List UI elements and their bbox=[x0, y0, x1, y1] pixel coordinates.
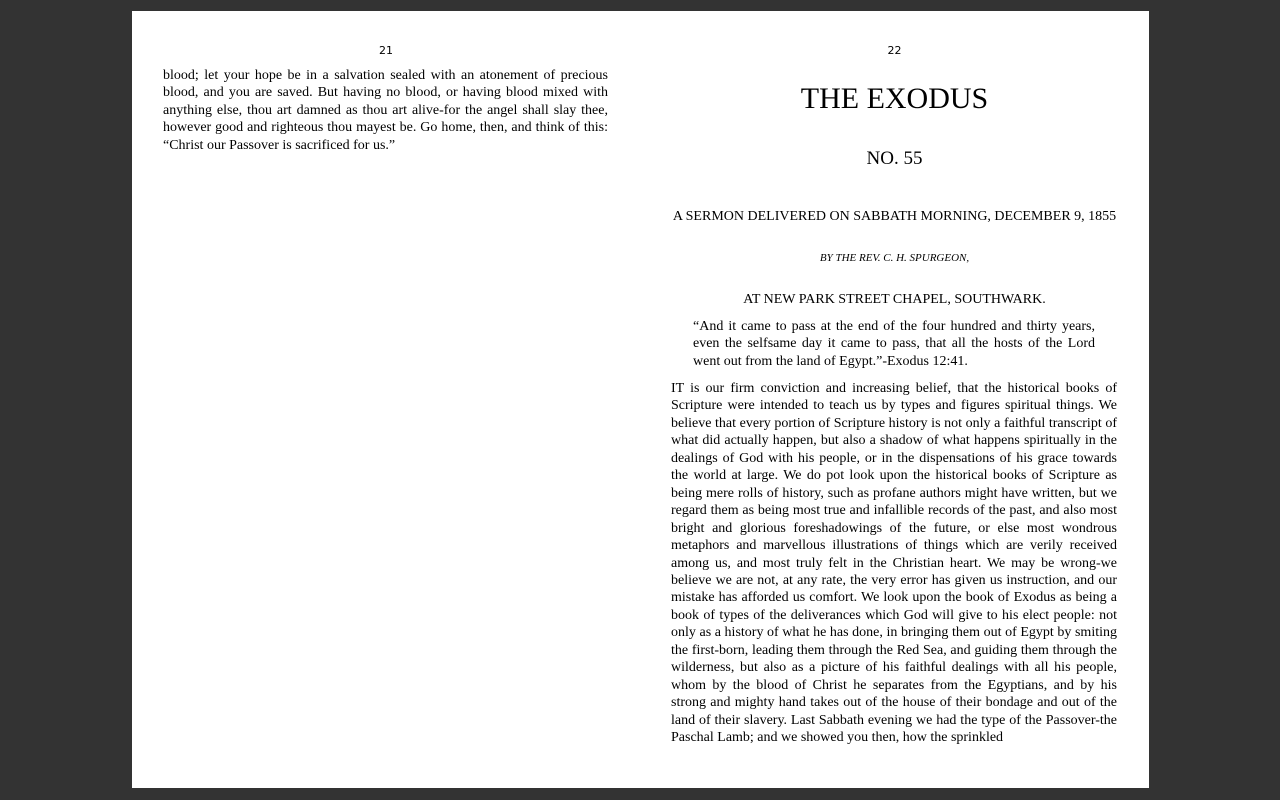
page-number: 21 bbox=[379, 44, 393, 57]
body-paragraph: IT is our firm conviction and increasing belief, that the historical books of Scripture were intended to teach us by types and figures spiritual things. We believe that every portion of Scripture history is not only a faithful transcript of what did actually happen, but also a shadow of what happens spiritually in the dealings of God with his people, or in the dispensations of his grace towards the world at large. We do pot look upon the historical books of Scripture as being mere rolls of history, such as profane authors might have written, but we regard them as being most true and infallible records of the past, and also most bright and glorious foreshadowings of the future, or else most wondrous metaphors and marvellous illustrations of things which are verily received among us, and most truly felt in the Christian heart. We may be wrong-we believe we are not, at any rate, the very error has given us instruction, and our mistake has afforded us comfort. We look upon the book of Exodus as being a book of types of the deliverances which God will give to his elect people: not only as a history of what he has done, in bringing them out of Egypt by smiting the first-born, leading them through the Red Sea, and guiding them through the wilderness, but also as a picture of his faithful dealings with all his people, whom by the blood of Christ he separates from the Egyptians, and by his strong and mighty hand takes out of the house of their bondage and out of the land of their slavery. Last Sabbath evening we had the type of the Passover-the Paschal Lamb; and we showed you then, how the sprinkled bbox=[671, 381, 1117, 746]
scripture-quote: “And it came to pass at the end of the four hundred and thirty years, even the selfsame day it came to pass, that all the hosts of the Lord went out from the land of Egypt.”-Exodus 12:41. bbox=[693, 319, 1095, 369]
left-page bbox=[132, 11, 640, 788]
sermon-delivery-line: A SERMON DELIVERED ON SABBATH MORNING, DECEMBER 9, 1855 bbox=[672, 209, 1117, 224]
page-number: 22 bbox=[887, 44, 902, 57]
page-spread bbox=[132, 11, 1149, 788]
sermon-number: NO. 55 bbox=[866, 148, 923, 169]
sermon-title: THE EXODUS bbox=[800, 82, 989, 115]
right-page bbox=[640, 11, 1149, 788]
author-byline: BY THE REV. C. H. SPURGEON, bbox=[819, 252, 970, 264]
sermon-location: AT NEW PARK STREET CHAPEL, SOUTHWARK. bbox=[743, 292, 1046, 307]
paragraph: blood; let your hope be in a salvation sealed with an atonement of precious blood, and you are saved. But having no blood, or having blood mixed with anything else, thou art damned as thou art alive-for the angel shall slay thee, however good and righteous thou mayest be. Go home, then, and think of this: “Christ our Passover is sacrificed for us.” bbox=[163, 68, 608, 153]
